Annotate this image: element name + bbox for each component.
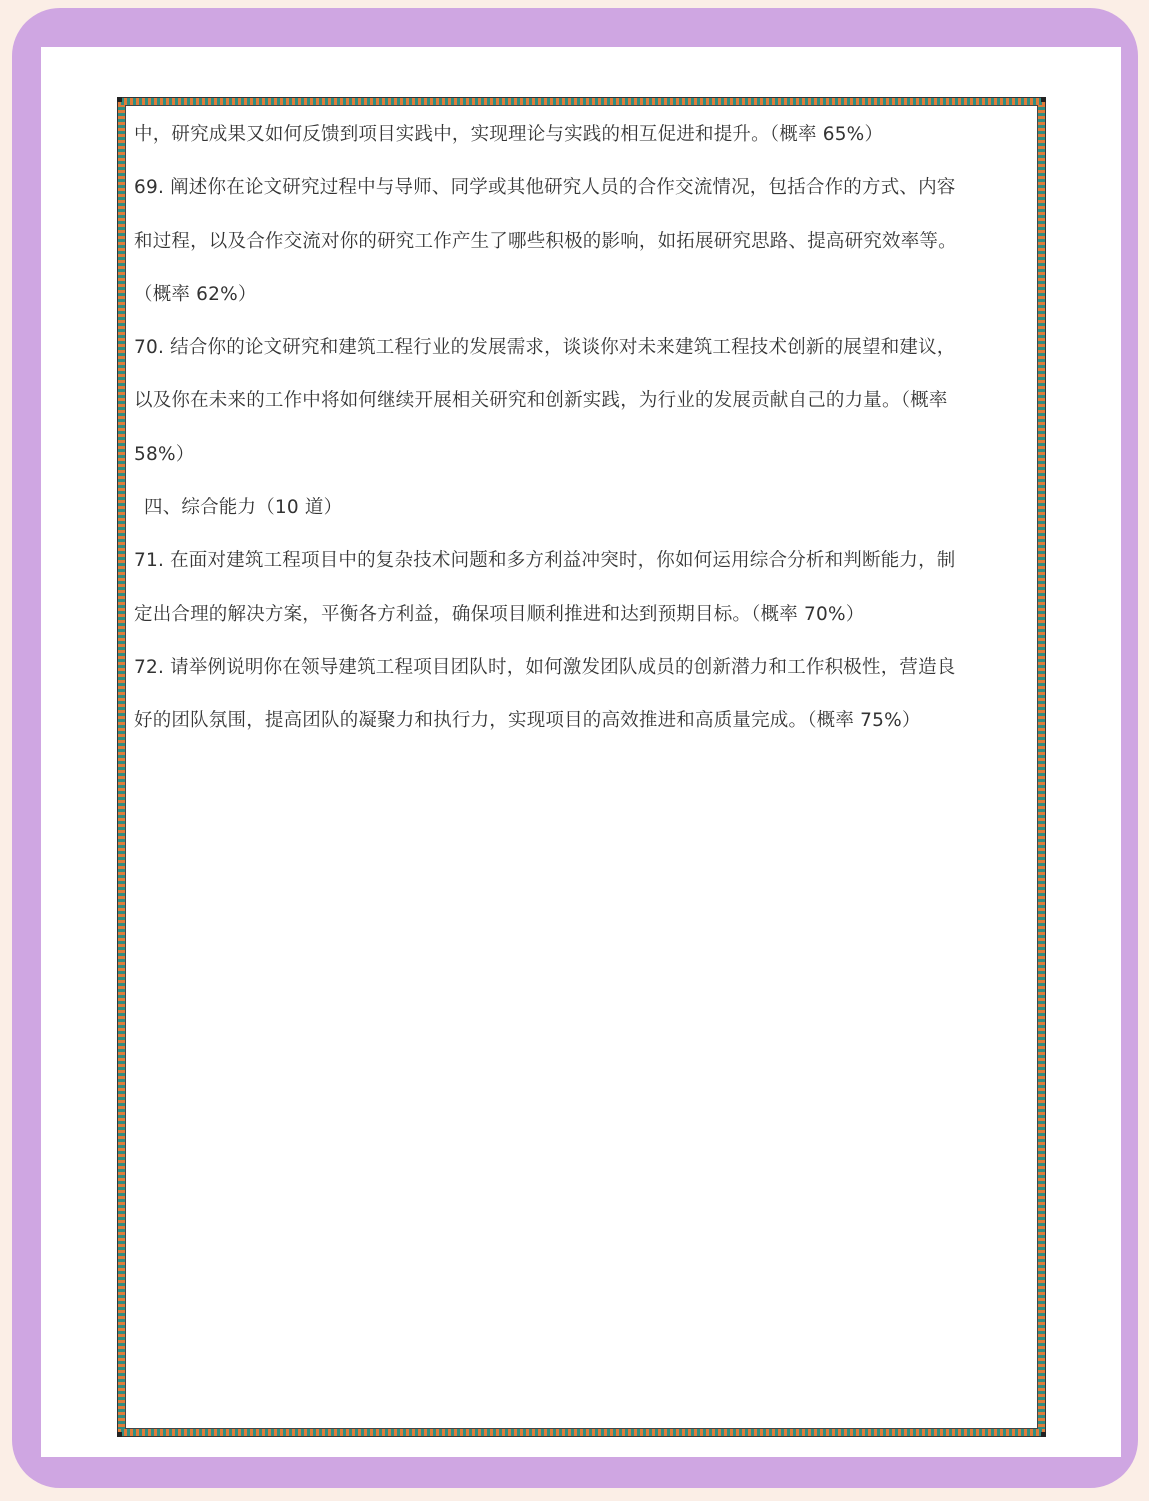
question-69-probability: （概率 62%） — [134, 283, 257, 305]
question-70-line: 以及你在未来的工作中将如何继续开展相关研究和创新实践，为行业的发展贡献自己的力量。（概率 — [134, 390, 948, 412]
question-72-line: 72. 请举例说明你在领导建筑工程项目团队时，如何激发团队成员的创新潜力和工作积极性，营造良 — [134, 656, 956, 678]
question-71-line: 定出合理的解决方案，平衡各方利益，确保项目顺利推进和达到预期目标。（概率 70%） — [134, 603, 865, 625]
question-72-line: 好的团队氛围，提高团队的凝聚力和执行力，实现项目的高效推进和高质量完成。（概率 75%） — [134, 710, 921, 732]
question-70-probability: 58%） — [134, 443, 195, 465]
question-71-line: 71. 在面对建筑工程项目中的复杂技术问题和多方利益冲突时，你如何运用综合分析和判断能力，制 — [134, 550, 956, 572]
corner-mark — [1041, 97, 1046, 102]
question-69-line: 和过程，以及合作交流对你的研究工作产生了哪些积极的影响，如拓展研究思路、提高研究效率等。 — [134, 230, 957, 252]
question-69-line: 69. 阐述你在论文研究过程中与导师、同学或其他研究人员的合作交流情况，包括合作的方式、内容 — [134, 177, 956, 199]
corner-mark — [1041, 1432, 1046, 1437]
corner-mark — [117, 1432, 122, 1437]
question-70-line: 70. 结合你的论文研究和建筑工程行业的发展需求，谈谈你对未来建筑工程技术创新的展望和建议， — [134, 337, 956, 359]
section-heading: 四、综合能力（10 道） — [144, 497, 343, 519]
document-body — [134, 108, 1032, 748]
text-line: 中，研究成果又如何反馈到项目实践中，实现理论与实践的相互促进和提升。（概率 65%） — [134, 124, 884, 145]
corner-mark — [117, 97, 122, 102]
